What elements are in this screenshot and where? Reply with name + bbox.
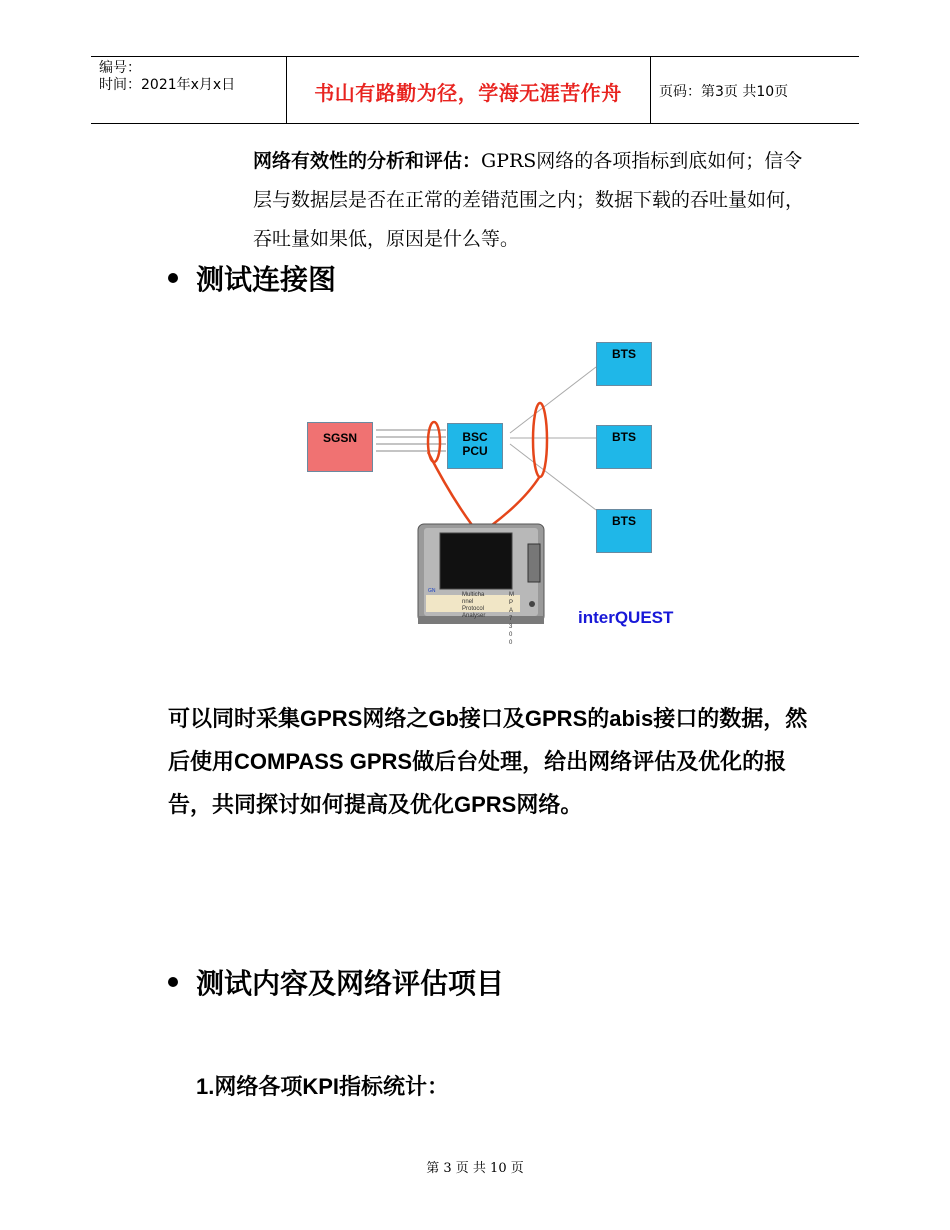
header-meta: [99, 60, 235, 94]
section-title: 测试内容及网络评估项目: [196, 967, 505, 1000]
number-label: 编号：: [99, 60, 141, 76]
section-heading: [168, 258, 336, 298]
page-footer: 第 3 页 共 10 页: [426, 1161, 524, 1176]
intro-text: GPRS网络的各项指标到底如何；信令层与数据层是否在正常的差错范围之内；数据下载的吞吐量如何，吞吐量如果低，原因是什么等。: [253, 150, 805, 250]
bullet-icon: [168, 977, 178, 987]
header-divider: [650, 57, 651, 123]
bts-node: BTS: [596, 509, 652, 553]
device-label-line: Analyser: [462, 613, 486, 619]
time-label: 时间：2021年x月x日: [99, 77, 236, 93]
section-heading: [168, 962, 504, 1002]
bts-node: BTS: [596, 342, 652, 386]
bsc-label: BSC: [462, 430, 488, 444]
device-label-line: nnel: [462, 599, 474, 605]
device-label: [462, 592, 485, 620]
pcu-label: PCU: [462, 444, 488, 458]
sgsn-node: SGSN: [307, 422, 373, 472]
body-paragraph: 可以同时采集GPRS网络之Gb接口及GPRS的abis接口的数据，然后使用COMPASS GPRS做后台处理，给出网络评估及优化的报告，共同探讨如何提高及优化GPRS网络。: [168, 706, 808, 817]
motto: 书山有路勤为径，学海无涯苦作舟: [314, 81, 622, 105]
intro-lead: 网络有效性的分析和评估：: [253, 150, 482, 172]
bsc-pcu-node: [447, 423, 503, 469]
bullet-icon: [168, 273, 178, 283]
subsection-title: 1.网络各项KPI指标统计：: [196, 1074, 450, 1099]
device-label-line: Multicha: [462, 592, 485, 598]
svg-text:GN: GN: [428, 588, 436, 594]
bts-node: BTS: [596, 425, 652, 469]
section-title: 测试连接图: [196, 263, 337, 296]
device-model: M P A 7 3 0 0: [509, 592, 514, 646]
page-header: [91, 56, 859, 124]
product-label: interQUEST: [578, 608, 674, 627]
device-label-line: Protocol: [462, 606, 485, 612]
connection-diagram: [300, 330, 700, 660]
page-label: 页码：第3页 共10页: [659, 84, 789, 100]
intro-paragraph: [253, 142, 813, 259]
